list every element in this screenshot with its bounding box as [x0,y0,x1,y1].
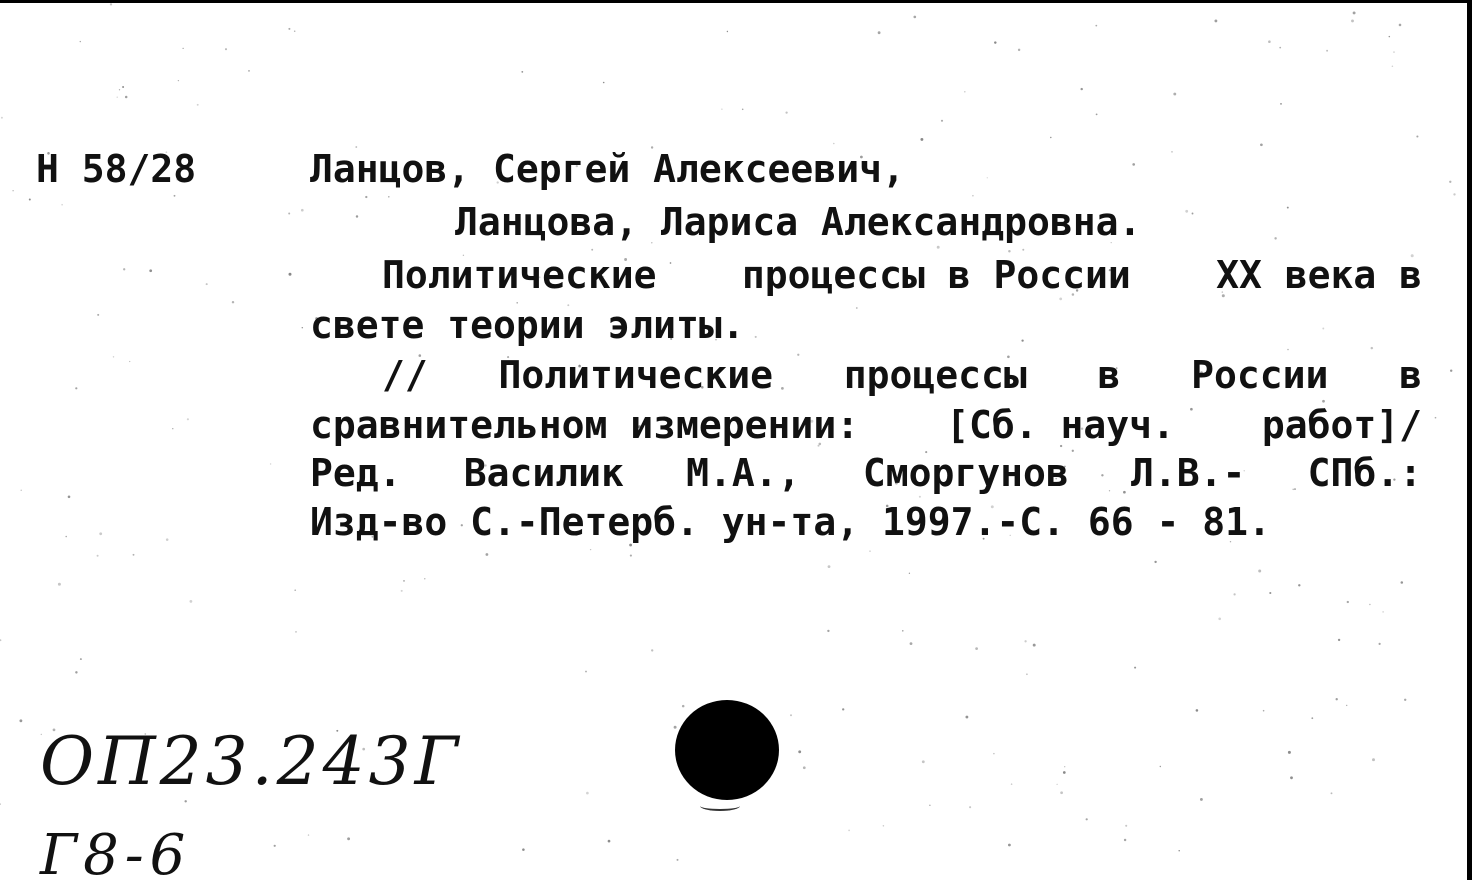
speckle-dot [1449,181,1451,183]
speckle-dot [197,104,199,106]
speckle-dot [29,198,31,200]
speckle-dot [19,719,22,722]
speckle-dot [603,82,605,84]
speckle-dot [590,549,591,550]
speckle-dot [902,630,903,631]
source-line-1 [382,351,1422,399]
speckle-dot [1331,792,1333,794]
speckle-dot [1290,776,1293,779]
speckle-dot [972,195,974,197]
author-primary: Ланцов, Сергей Алексеевич, [310,147,905,191]
speckle-dot [742,109,744,111]
speckle-dot [1353,11,1356,14]
speckle-dot [232,301,234,303]
speckle-dot [585,671,587,673]
speckle-dot [424,578,425,579]
speckle-dot [1371,347,1373,349]
speckle-dot [682,705,685,708]
source-word: в [1097,353,1121,397]
editors-word: Л.В.- [1130,451,1246,495]
handwritten-call-number: ОП23.243Г [40,723,463,800]
speckle-dot [1214,19,1217,22]
speckle-dot [1399,24,1402,27]
speckle-dot [1218,617,1221,620]
speckle-dot [1060,791,1063,794]
speckle-dot [206,283,208,285]
speckle-dot [58,583,61,586]
editors-word: СПб.: [1307,451,1422,495]
speckle-dot [1086,818,1088,820]
source-word: в [1399,353,1422,397]
speckle-dot [1033,644,1036,647]
speckle-dot [119,89,120,90]
speckle-dot [1379,643,1381,645]
speckle-dot [856,307,858,309]
speckle-dot [347,837,350,840]
speckle-dot [1160,766,1161,767]
speckle-dot [1369,604,1370,605]
speckle-dot [166,538,169,541]
speckle-dot [1056,784,1057,785]
speckle-dot [1258,570,1261,573]
speckle-dot [1351,19,1354,22]
speckle-dot [1018,49,1020,51]
speckle-dot [755,336,757,338]
speckle-dot [1081,88,1083,90]
speckle-dot [183,48,184,49]
speckle-dot [12,190,13,191]
speckle-dot [288,213,290,215]
speckle-dot [1311,717,1313,719]
title-word: XX века в [1216,253,1422,297]
speckle-dot [75,671,77,673]
speckle-dot [294,30,295,31]
speckle-dot [1178,850,1179,851]
speckle-dot [68,496,71,499]
speckle-dot [1024,640,1026,642]
speckle-dot [1450,369,1452,371]
speckle-dot [677,859,679,861]
speckle-dot [798,750,801,753]
speckle-dot [785,111,787,113]
speckle-dot [975,647,978,650]
speckle-dot [123,268,125,270]
speckle-dot [289,273,292,276]
editors-word: Ред. [310,451,402,495]
speckle-dot [1338,639,1340,641]
source-word: процессы [843,353,1027,397]
speckle-dot [848,830,850,832]
speckle-dot [1382,611,1384,613]
speckle-dot [1063,771,1066,774]
speckle-dot [869,550,870,551]
speckle-dot [274,845,276,847]
speckle-dot [828,565,831,568]
speckle-dot [1171,151,1172,152]
speckle-dot [1233,593,1235,595]
speckle-dot [1326,50,1328,52]
punch-hole [675,700,779,800]
source-word: России [1191,353,1329,397]
editors-line [310,449,1422,497]
speckle-dot [61,204,63,206]
speckle-dot [288,28,290,30]
speckle-dot [920,138,923,141]
speckle-dot [1124,839,1126,841]
speckle-dot [1280,103,1282,105]
speckle-dot [65,536,67,538]
speckle-dot [403,580,405,582]
speckle-dot [913,16,916,19]
speckle-dot [129,361,130,362]
speckle-dot [0,803,1,805]
speckle-dot [178,80,179,81]
source-word: // [382,353,428,397]
speckle-dot [97,555,99,557]
speckle-dot [630,555,632,557]
title-word: процессы в России [741,253,1131,297]
speckle-dot [301,209,304,212]
speckle-dot [174,195,176,197]
source-word: [Сб. науч. [946,403,1175,447]
speckle-dot [922,760,925,763]
speckle-dot [1011,783,1013,785]
speckle-dot [1404,699,1406,701]
speckle-dot [727,31,728,32]
speckle-dot [994,41,996,43]
speckle-dot [1095,25,1097,27]
shelfmark: Н 58/28 [36,147,197,191]
speckle-dot [122,86,124,88]
speckle-dot [1134,667,1136,669]
speckle-dot [1279,47,1281,49]
speckle-dot [1008,844,1011,847]
speckle-dot [1064,766,1065,767]
speckle-dot [1346,705,1347,706]
speckle-dot [522,848,525,851]
editors-word: Василик [463,451,624,495]
speckle-dot [295,631,297,633]
speckle-dot [308,834,309,835]
speckle-dot [521,71,523,73]
speckle-dot [97,314,99,316]
title-line-1 [382,251,1422,299]
title-line-2: свете теории элиты. [310,303,745,347]
speckle-dot [1372,758,1375,761]
speckle-dot [1026,673,1028,675]
speckle-dot [0,639,1,641]
speckle-dot [1173,93,1176,96]
speckle-dot [1021,339,1023,341]
speckle-dot [1196,709,1199,712]
speckle-dot [1401,581,1404,584]
speckle-dot [987,177,988,178]
speckle-dot [586,792,589,795]
speckle-dot [965,716,968,719]
speckle-dot [356,215,358,217]
handwritten-note: Г8-6 [40,823,192,880]
speckle-dot [964,91,966,93]
speckle-dot [401,590,403,592]
speckle-dot [790,714,792,716]
speckle-dot [80,41,81,42]
source-word: сравнительном измерении: [310,403,860,447]
speckle-dot [388,196,390,198]
speckle-dot [842,708,844,710]
speckle-dot [608,840,611,843]
source-line-2 [310,401,1422,449]
author-secondary: Ланцова, Лариса Александровна. [455,200,1142,244]
speckle-dot [75,387,77,389]
speckle-dot [1453,193,1455,195]
speckle-dot [827,630,829,632]
speckle-dot [225,48,227,50]
source-word: Политические [498,353,774,397]
speckle-dot [149,269,152,272]
speckle-dot [1416,135,1418,137]
speckle-dot [1435,417,1437,419]
speckle-dot [365,196,367,198]
speckle-dot [110,3,112,5]
speckle-dot [190,600,193,603]
speckle-dot [1298,584,1300,586]
speckle-dot [172,428,173,429]
speckle-dot [1274,237,1276,239]
speckle-dot [125,96,128,99]
speckle-dot [803,766,806,769]
speckle-dot [184,800,186,802]
speckle-dot [1392,65,1394,67]
speckle-dot [302,327,303,328]
speckle-dot [929,805,930,806]
speckle-dot [651,649,653,651]
speckle-dot [1096,114,1098,116]
speckle-dot [1287,207,1289,209]
speckle-dot [883,825,885,827]
editors-word: Сморгунов [862,451,1069,495]
speckle-dot [1288,751,1291,754]
speckle-dot [99,532,102,535]
speckle-dot [878,31,881,34]
speckle-dot [1389,36,1390,37]
speckle-dot [1263,710,1265,712]
speckle-dot [113,356,114,357]
speckle-dot [941,120,943,122]
speckle-dot [1393,51,1394,52]
speckle-dot [910,642,913,645]
punch-hole-edge [700,801,740,811]
speckle-dot [1132,163,1135,166]
publisher-line: Изд-во С.-Петерб. ун-та, 1997.-С. 66 - 81. [310,500,1271,544]
speckle-dot [294,589,296,591]
speckle-dot [1185,210,1188,213]
speckle-dot [1154,561,1156,563]
speckle-dot [1268,40,1271,43]
source-word: работ]/ [1261,403,1422,447]
speckle-dot [1200,798,1203,801]
speckle-dot [1336,698,1338,700]
speckle-dot [1269,592,1271,594]
speckle-dot [1347,601,1349,603]
speckle-dot [486,553,489,556]
speckle-dot [1,117,3,119]
speckle-dot [674,726,677,729]
speckle-dot [133,554,135,556]
speckle-dot [187,418,189,420]
title-word: Политические [382,253,657,297]
speckle-dot [21,490,22,491]
speckle-dot [993,753,995,755]
speckle-dot [1192,213,1194,215]
speckle-dot [80,658,82,660]
speckle-dot [1050,137,1051,138]
speckle-dot [270,463,271,464]
speckle-dot [1260,143,1263,146]
speckle-dot [117,97,118,98]
speckle-dot [937,246,940,249]
speckle-dot [721,108,722,109]
speckle-dot [248,70,250,72]
speckle-dot [969,806,971,808]
speckle-dot [1322,328,1324,330]
editors-word: М.А., [686,451,801,495]
speckle-dot [1125,825,1127,827]
speckle-dot [909,573,910,574]
